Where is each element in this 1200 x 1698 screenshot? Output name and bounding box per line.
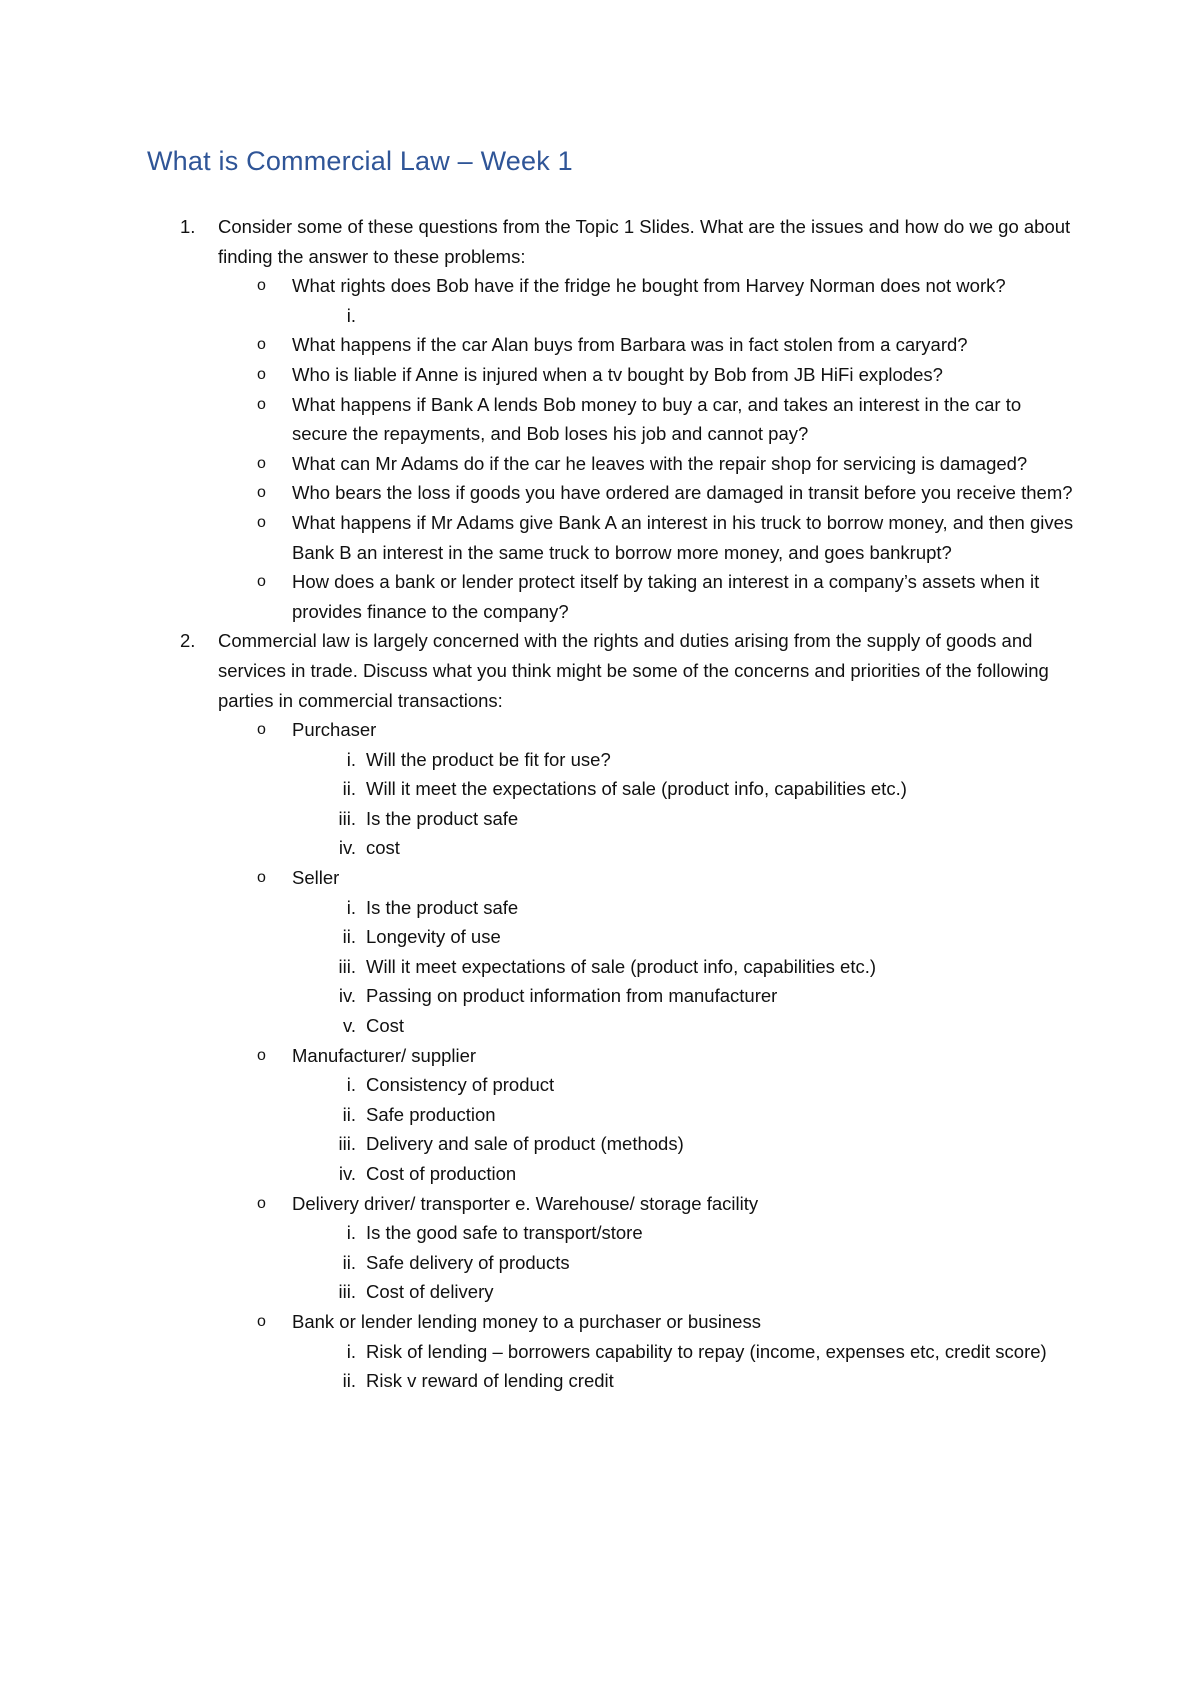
sub-item-text: Is the good safe to transport/store [366,1222,643,1244]
bullet-icon: o [257,454,266,472]
list-item-text: What happens if Bank A lends Bob money to buy a car, and takes an interest in the car to secure the repayments, and Bob loses his job and cannot pay? [292,393,1022,445]
sub-list [180,893,1080,1041]
question-text: Consider some of these questions from the Topic 1 Slides. What are the issues and how do we go about finding the answer to these problems: [218,216,1071,267]
sub-item [180,774,1080,804]
sub-item [180,893,1080,923]
list-item [180,330,1080,360]
list-item-text: What rights does Bob have if the fridge he bought from Harvey Norman does not work? [292,275,1006,297]
sub-item [180,1100,1080,1130]
sub-item-number: iv. [338,985,356,1007]
sub-item-number: ii. [342,1251,356,1273]
document-body [180,212,1080,1396]
sub-list [180,745,1080,863]
sub-item-number: ii. [342,926,356,948]
sub-item [180,1277,1080,1307]
sub-item-text: Risk of lending – borrowers capability to repay (income, expenses etc, credit score) [366,1340,1047,1362]
sub-item-text: Cost of delivery [366,1281,494,1303]
bullet-icon: o [257,1194,266,1212]
question-1 [180,212,1080,271]
question-2 [180,626,1080,715]
sub-item-text: Delivery and sale of product (methods) [366,1133,684,1155]
sub-item-number: ii. [342,1103,356,1125]
sub-item-number: i. [346,748,356,770]
sub-item-text: Is the product safe [366,896,519,918]
bullet-icon: o [257,869,266,887]
sub-item [180,804,1080,834]
sub-item [180,1248,1080,1278]
list-item-lender [180,1307,1080,1337]
sub-item-text: Longevity of use [366,926,501,948]
bullet-icon: o [257,513,266,531]
bullet-icon: o [257,365,266,383]
sub-item [180,1011,1080,1041]
list-item [180,478,1080,508]
sub-item-number: i. [346,1074,356,1096]
sub-item-number: iii. [338,807,356,829]
sub-list [180,1218,1080,1307]
sub-item-empty [180,301,1080,331]
question-number: 2. [180,630,196,652]
list-item-text: What can Mr Adams do if the car he leaves with the repair shop for servicing is damaged? [292,452,1028,474]
page-title: What is Commercial Law – Week 1 [147,146,573,176]
list-item [180,390,1080,449]
list-item-text: Purchaser [292,719,377,741]
sub-item-number: iii. [338,1133,356,1155]
bullet-icon: o [257,573,266,591]
list-item-delivery [180,1189,1080,1219]
sub-item-number: i. [346,896,356,918]
list-item-text: How does a bank or lender protect itself by taking an interest in a company’s assets when it provides finance to the company? [292,571,1040,622]
sub-item-number: i. [346,1340,356,1362]
sub-list [180,1337,1080,1396]
list-item-text: Manufacturer/ supplier [292,1044,477,1066]
sub-item-text: Risk v reward of lending credit [366,1370,614,1392]
sub-item-number: iii. [338,1281,356,1303]
sub-item-number: v. [342,1015,356,1037]
sub-item [180,1337,1080,1367]
bullet-icon: o [257,721,266,739]
sub-item-text: Will the product be fit for use? [366,748,611,770]
list-item [180,449,1080,479]
list-item-seller [180,863,1080,893]
sub-item [180,745,1080,775]
question-number: 1. [180,216,196,237]
bullet-icon: o [257,395,266,413]
sub-item [180,1159,1080,1189]
question-text: Commercial law is largely concerned with the rights and duties arising from the supply of goods and services in trade. Discuss what you think might be some of the concerns and priorities of the following parties in commercial transactions: [218,630,1049,711]
sub-item-text: Will it meet the expectations of sale (product info, capabilities etc.) [366,778,907,800]
list-item-text: What happens if the car Alan buys from Barbara was in fact stolen from a caryard? [292,334,968,356]
sub-item-number: ii. [342,1370,356,1392]
sub-item [180,1129,1080,1159]
bullet-icon: o [257,277,266,295]
sub-item-text: Is the product safe [366,807,519,829]
sub-item-text: Will it meet expectations of sale (product info, capabilities etc.) [366,955,877,977]
list-item-text: Bank or lender lending money to a purchaser or business [292,1310,761,1332]
sub-item-number: i. [346,1222,356,1244]
sub-item-text: Cost [366,1015,405,1037]
sub-item-text: Consistency of product [366,1074,555,1096]
bullet-icon: o [257,336,266,354]
bullet-icon: o [257,484,266,502]
sub-item-number: iii. [338,955,356,977]
list-item [180,271,1080,301]
list-item-text: Delivery driver/ transporter e. Warehouse/ storage facility [292,1192,759,1214]
sub-item [180,922,1080,952]
sub-item [180,833,1080,863]
question-2-list [180,715,1080,1396]
list-item-manufacturer [180,1041,1080,1071]
list-item [180,567,1080,626]
sub-item-text: Passing on product information from manufacturer [366,985,778,1007]
sub-item [180,1070,1080,1100]
sub-item [180,952,1080,982]
bullet-icon: o [257,1046,266,1064]
bullet-icon: o [257,1312,266,1330]
question-1-list [180,271,1080,626]
sub-item-text: cost [366,837,400,859]
list-item-text: Who is liable if Anne is injured when a tv bought by Bob from JB HiFi explodes? [292,363,943,385]
sub-list [180,1070,1080,1188]
sub-item-text: Cost of production [366,1163,517,1184]
sub-item [180,1218,1080,1248]
sub-item-number: i. [346,304,356,326]
sub-item [180,1366,1080,1396]
list-item-text: Seller [292,867,340,889]
sub-item-number: iv. [338,837,356,859]
list-item-text: Who bears the loss if goods you have ordered are damaged in transit before you receive them? [292,482,1073,504]
sub-item [180,981,1080,1011]
list-item-purchaser [180,715,1080,745]
list-item-text: What happens if Mr Adams give Bank A an interest in his truck to borrow money, and then gives Bank B an interest in the same truck to borrow more money, and goes bankrupt? [292,511,1074,563]
sub-item-text: Safe delivery of products [366,1251,570,1273]
list-item [180,508,1080,567]
sub-item-number: iv. [338,1163,356,1184]
list-item [180,360,1080,390]
sub-item-text: Safe production [366,1103,496,1125]
sub-item-number: ii. [342,778,356,800]
